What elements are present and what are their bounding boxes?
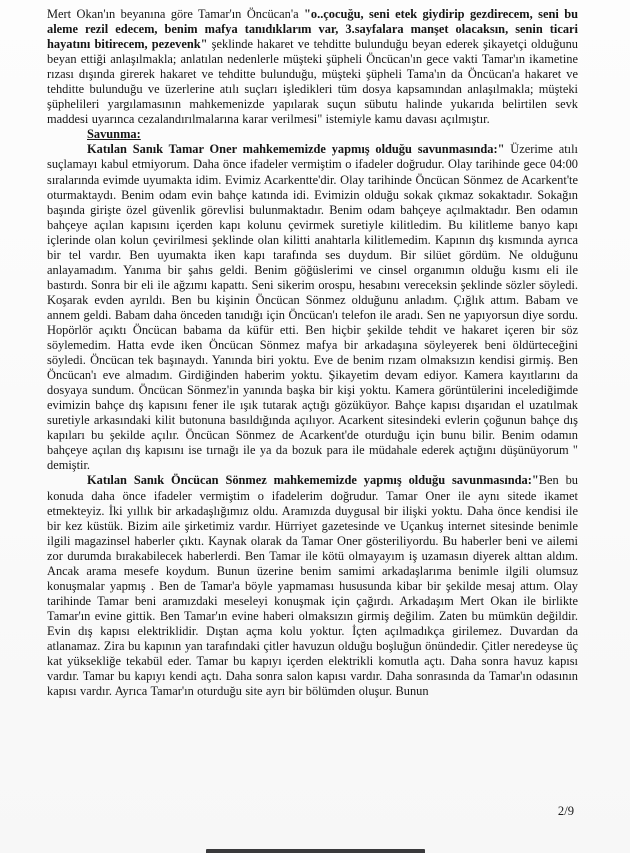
oncucan-sonmez-defense-paragraph-text: Katılan Sanık Öncücan Sönmez mahkememizde yapmış olduğu savunmasında:" [87, 473, 539, 488]
savunma-heading [47, 127, 578, 142]
savunma-heading-text: Savunma: [87, 127, 141, 142]
tamar-oner-defense-paragraph [47, 142, 578, 473]
tamar-oner-defense-paragraph-text: Katılan Sanık Tamar Oner mahkememizde yapmış olduğu savunmasında:" [87, 142, 505, 157]
indictment-paragraph-text: şeklinde hakaret ve tehditte bulunduğu beyan ederek şikayetçi olduğunu beyan ettiği anlaşılmakla; anlatılan nedenlerle müşteki şüpheli Öncücan'ın gece vakti Tamar'ın ikametine rızası dışında girerek hakaret ve tehditte bulunduğu, müşteki şüpheli Tama'ın da Öncücan'a hakaret ve tehditte bulunduğu ve üzerlerine atılı suçları işledikleri tüm dosya kapsamından anlaşılmakla; müşteki şüphelileri yargılamasının mahkemenizde yapılarak suçun sübutu halinde yukarıda belirtilen sevk maddesi uyarınca cezalandırılmalarına karar verilmesi" istemiyle kamu davası açılmıştır. [47, 37, 578, 127]
indictment-paragraph-text: "o..çocuğu, seni etek giydirip gezdirecem, seni bu aleme rezil edecem, benim mafya tanıdıklarım var, 3.sayfalara manşet olacaksın, senin ticari hayatını bitirecem, pezevenk" [47, 7, 578, 52]
page-number: 2/9 [557, 804, 574, 818]
scan-artifact-bar [206, 849, 425, 853]
indictment-paragraph [47, 7, 578, 127]
document-page [47, 7, 578, 699]
indictment-paragraph-text: Mert Okan'ın beyanına göre Tamar'ın Öncücan'a [47, 7, 305, 21]
tamar-oner-defense-paragraph-text: Üzerime atılı suçlamayı kabul etmiyorum. Daha önce ifadeler vermiştim o ifadeler doğrudur. Olay tarihinde gece 04:00 sıralarında evimde uyumakta idim. Evimiz Acarkentte'dir. Olay tarihinde Öncücan Sönmez de Acarkent'te oturmaktaydı. Benim odam evin bahçe katında idi. Evimizin olduğu sokak çıkmaz sokaktadır. Sokağın başında girişte özel güvenlik görevlisi bulunmaktadır. Benim odam bahçeye açılmaktadır. Ben odamın bahçeye açılan kapısını içerden kapı kolunu çevirmek suretiyle kilitledim. Bu kilitleme banyo kapı içlerinde olan kolun çevirilmesi şeklinde olan kilitti anahtarla kilitlemedim. Kapının dış kısmında ayrıca bir tel vardır. Ben uyumakta iken kapı tarafında ses duydum. Bir silüet gördüm. Ne olduğunu anlayamadım. Yanıma bir şahıs geldi. Benim göğüslerimi ve cinsel organımın olduğu kısmı eli ile bastırdı. Sonra bir eli ile ağzımı kapattı. Seni sikerim orospu, hesabını vereceksin şeklinde sözler söyledi. Koşarak evden ayrıldı. Ben bu kişinin Öncücan Sönmez olduğunu anladım. Çığlık attım. Babam ve annem geldi. Babam daha önceden tanıdığı için Öncücan'ı telefon ile aradı. Sen ne yapıyorsun diye sordu. Hopörlör açıktı Öncücan babama da küfür etti. Ben hiçbir şekilde tehdit ve hakaret içeren bir söz söylemedim. Hatta evde iken Öncücan Sönmez mafya bir arkadaşına söyleyerek beni öldürteceğini söyledi. Öncücan tek başınaydı. Yanında biri yoktu. Eve de benim rızam olmaksızın kendisi girmiş. Ben Öncücan'ı eve almadım. Girdiğinden haberim yoktu. Şikayetim devam ediyor. Kamera kayıtlarını da dosyaya sundum. Öncücan Sönmez'in yanında başka bir kişi yoktu. Kamera görüntülerini incelediğimde evimizin bahçe dış kapısını fener ile ışık tutarak açtığı gözüküyor. Bahçe kapısı dışarıdan el uzatılmak suretiyle arkasındaki kilit butonuna basıldığında açılıyor. Acarkent sitesindeki evlerin çoğunun bahçe dış kapıları bu şekilde açılır. Öncücan Sönmez de Acarkent'de oturduğu için bunu bilir. Benim odamın bahçeye açılan dış kapısını ise tırnağı ile ya da bozuk para ile müdahale ederek açtığını düşünüyorum " demiştir. [47, 142, 578, 473]
oncucan-sonmez-defense-paragraph [47, 473, 578, 699]
oncucan-sonmez-defense-paragraph-text: Ben bu konuda daha önce ifadeler vermiştim o ifadelerim doğrudur. Tamar Oner ile aynı sitede ikamet etmekteyiz. İki yıllık bir arkadaşlığımız oldu. Aramızda duygusal bir ilişki yoktu. Daha önce kendisi ile bir kez küstük. Bizim aile şirketimiz vardır. Hürriyet gazetesinde ve Uçankuş internet sitesinde benimle ilgili magazinsel haberler çıktı. Kaynak olarak da Tamar Oner gösteriliyordu. Bu haberler beni ve ailemi zor durumda bırakabilecek haberlerdi. Ben Tamar ile kötü olmayayım iş uzamasın diyerek alttan aldım. Ancak arama mesefe koydum. Bunun üzerine benim samimi arkadaşlarıma benimle ilgili olumsuz konuşmalar yapmış . Ben de Tamar'a böyle yapmaması hususunda kibar bir şekilde mesaj attım. Olay tarihinde Tamar beni aramızdaki meseleyi konuşmak için çağırdı. Arkadaşım Mert Okan ile birlikte Tamar'ın evine gittik. Ben Tamar'ın evine haberi olmaksızın girmiş değilim. Zaten bu mümkün değildir. Evin dış kapısı elektriklidir. Dıştan açma kolu yoktur. İçten açılmadıkça girilemez. Duvardan da atlanamaz. Zira bu kapının yan tarafındaki çitler havuzun olduğu boşluğun önündedir. Çitler neredeyse üç kat yüksekliğe tekabül eder. Tamar bu kapıyı içerden elektrikli komutla açtı. Daha sonra havuz kapısı vardır. Tamar bu kapıyı kendi açtı. Daha sonra salon kapısı vardır. Daha sonrasında da Tamar'ın odasının kapısı vardır. Ayrıca Tamar'ın oturduğu site ayrı bir bölümden oluşur. Bunun [47, 473, 578, 699]
